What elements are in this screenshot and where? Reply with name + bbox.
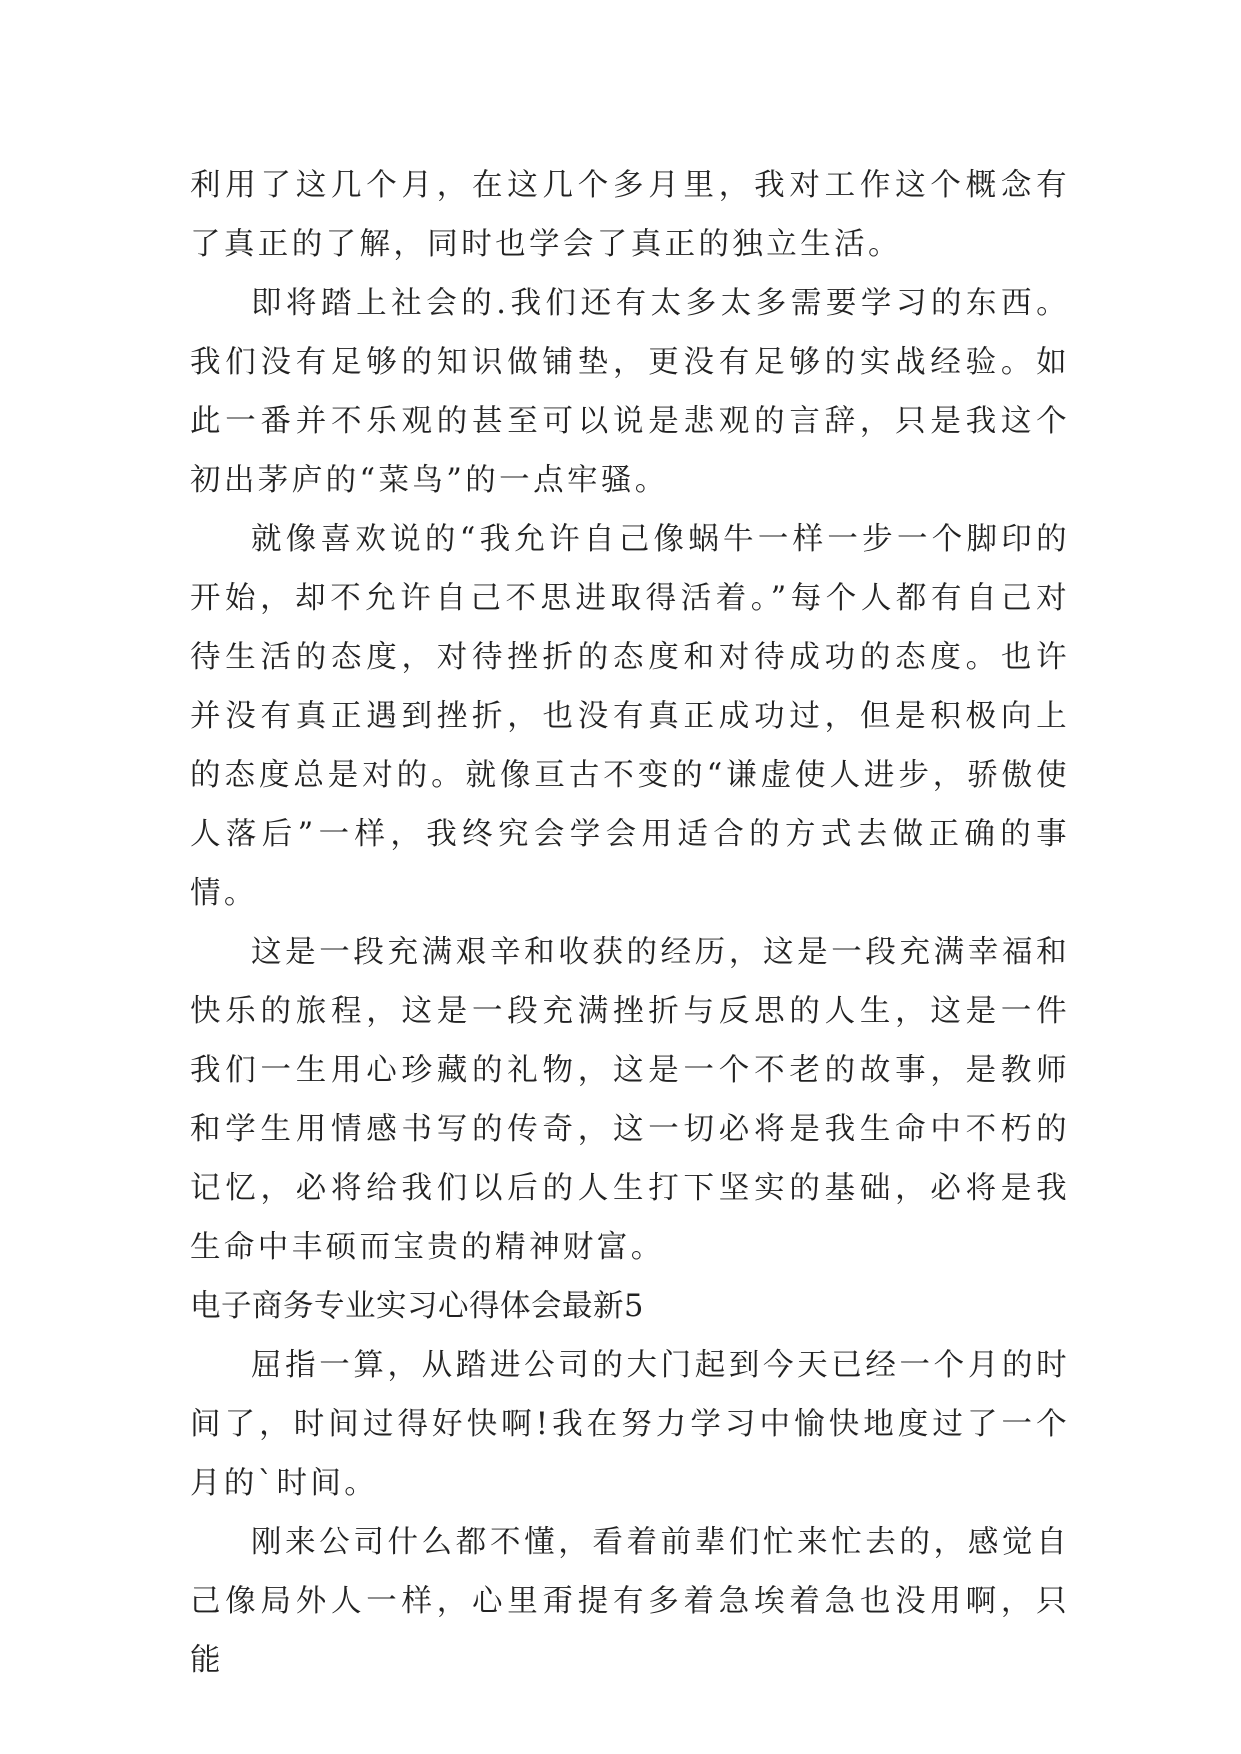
body-paragraph-3: 就像喜欢说的“我允许自己像蜗牛一样一步一个脚印的开始，却不允许自己不思进取得活着。”每个人都有自己对待生活的态度，对待挫折的态度和对待成功的态度。也许并没有真正遇到挫折，也没有真正成功过，但是积极向上的态度总是对的。就像亘古不变的“谦虚使人进步，骄傲使人落后”一样，我终究会学会用适合的方式去做正确的事情。 bbox=[190, 522, 1070, 911]
section-paragraph-2: 刚来公司什么都不懂，看着前辈们忙来忙去的，感觉自己像局外人一样，心里甭提有多着急埃着急也没用啊，只能 bbox=[190, 1525, 1070, 1678]
document-page bbox=[190, 156, 1070, 1690]
body-paragraph-2: 即将踏上社会的.我们还有太多太多需要学习的东西。我们没有足够的知识做铺垫，更没有足够的实战经验。如此一番并不乐观的甚至可以说是悲观的言辞，只是我这个初出茅庐的“菜鸟”的一点牢骚。 bbox=[190, 286, 1070, 498]
body-paragraph-1: 利用了这几个月，在这几个多月里，我对工作这个概念有了真正的了解，同时也学会了真正的独立生活。 bbox=[190, 168, 1070, 262]
section-heading: 电子商务专业实习心得体会最新5 bbox=[190, 1289, 644, 1324]
body-paragraph-4: 这是一段充满艰辛和收获的经历，这是一段充满幸福和快乐的旅程，这是一段充满挫折与反思的人生，这是一件我们一生用心珍藏的礼物，这是一个不老的故事，是教师和学生用情感书写的传奇，这一切必将是我生命中不朽的记忆，必将给我们以后的人生打下坚实的基础，必将是我生命中丰硕而宝贵的精神财富。 bbox=[190, 935, 1070, 1265]
section-paragraph-1: 屈指一算，从踏进公司的大门起到今天已经一个月的时间了，时间过得好快啊!我在努力学习中愉快地度过了一个月的`时间。 bbox=[190, 1348, 1070, 1501]
